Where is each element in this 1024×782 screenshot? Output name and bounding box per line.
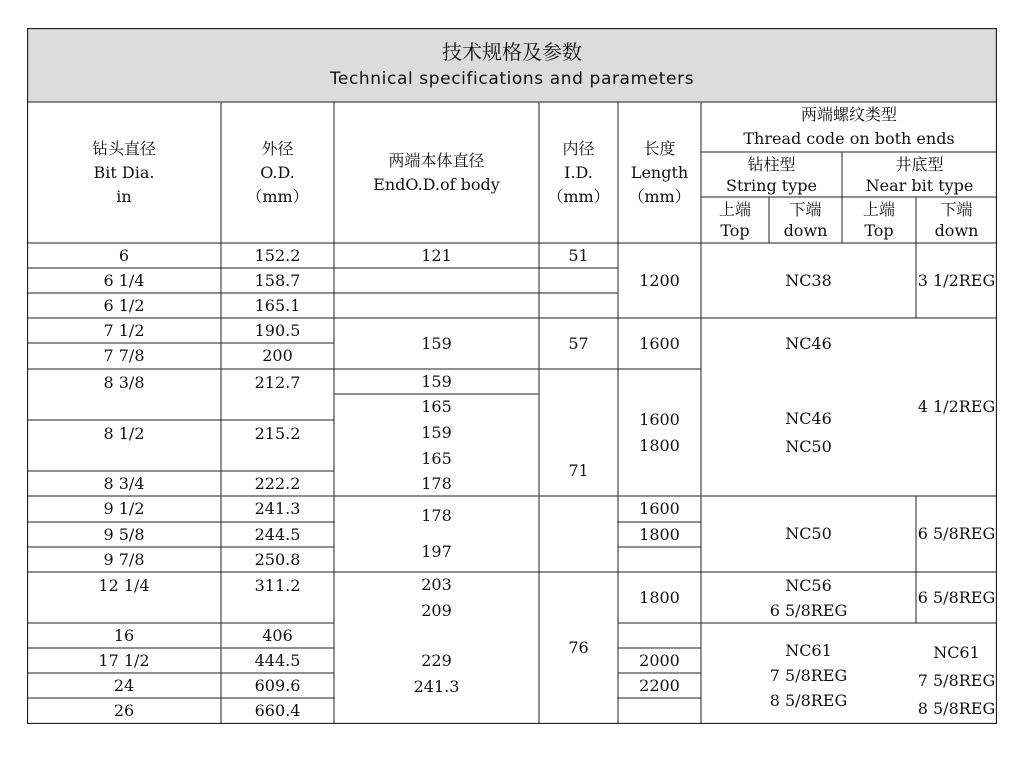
bit-dia-cell: 12 1/4: [98, 576, 150, 595]
od-cell: 158.7: [254, 270, 301, 290]
id-cell: 51: [568, 245, 589, 265]
header-thread-code: 两端螺纹类型 Thread code on both ends: [743, 105, 955, 148]
string-thread-cell: NC56 6 5/8REG: [769, 575, 848, 620]
title-chinese: 技术规格及参数: [442, 40, 582, 64]
spec-table: [27, 28, 997, 724]
bit-dia-cell: 8 3/8: [103, 373, 145, 392]
bit-dia-cell: 6 1/2: [103, 295, 145, 315]
end-od-cell: 178 197: [421, 506, 452, 561]
bit-dia-cell: 16: [113, 625, 135, 645]
bit-dia-cell: 9 5/8: [103, 524, 145, 544]
length-cell: 2200: [639, 675, 680, 695]
bit-dia-cell: 26: [113, 701, 135, 720]
header-end-od: 两端本体直径 EndO.D.of body: [373, 150, 500, 194]
length-cell: 1800: [639, 587, 680, 607]
bit-dia-cell: 17 1/2: [98, 650, 150, 670]
od-cell: 250.8: [254, 549, 301, 569]
od-cell: 190.5: [254, 320, 301, 340]
near-bit-thread-cell: 6 5/8REG: [917, 524, 996, 543]
length-cell: 2000: [639, 650, 680, 670]
length-cell: 1600: [639, 499, 680, 518]
bit-dia-cell: 6: [118, 245, 130, 265]
near-bit-thread-cell: 4 1/2REG: [917, 397, 996, 416]
bit-dia-cell: 6 1/4: [103, 270, 145, 290]
od-cell: 311.2: [254, 576, 301, 595]
bit-dia-cell: 7 1/2: [103, 320, 145, 340]
string-thread-cell: NC50: [785, 524, 832, 543]
header-near-bit-down: 下端 down: [934, 200, 979, 240]
length-cell: 1600: [639, 333, 680, 353]
od-cell: 152.2: [254, 245, 301, 265]
end-od-cell: 165: [421, 397, 452, 416]
od-cell: 406: [262, 625, 293, 645]
id-cell: 76: [568, 638, 589, 657]
header-string-top: 上端 Top: [718, 200, 751, 240]
string-thread-cell: NC46 NC50: [785, 408, 832, 456]
near-bit-thread-cell: 6 5/8REG: [917, 587, 996, 607]
od-cell: 244.5: [254, 524, 301, 544]
end-od-cell: 229 241.3: [413, 650, 460, 696]
end-od-cell: 203 209: [421, 574, 452, 620]
id-cell: 57: [568, 333, 589, 353]
od-cell: 660.4: [254, 701, 301, 720]
od-cell: 200: [262, 346, 293, 365]
end-od-cell: 159: [421, 371, 452, 391]
bit-dia-cell: 8 3/4: [103, 473, 145, 493]
bit-dia-cell: 24: [113, 675, 135, 695]
length-cell: 1800: [639, 524, 680, 544]
od-cell: 215.2: [254, 424, 301, 443]
end-od-cell: 159 165: [421, 422, 452, 468]
string-thread-cell: NC61 7 5/8REG 8 5/8REG: [769, 641, 848, 710]
string-thread-cell: NC38: [785, 270, 832, 290]
string-thread-cell: NC46: [785, 333, 832, 353]
od-cell: 212.7: [254, 373, 301, 392]
od-cell: 609.6: [254, 675, 301, 695]
header-near-bit-top: 上端 Top: [862, 200, 895, 240]
header-string-down: 下端 down: [783, 200, 828, 240]
bit-dia-cell: 7 7/8: [103, 346, 145, 365]
near-bit-thread-cell: NC61 7 5/8REG 8 5/8REG: [917, 643, 996, 718]
od-cell: 444.5: [254, 650, 301, 670]
header-bit-dia: 钻头直径 Bit Dia. in: [91, 138, 156, 206]
header-near-bit-type: 井底型 Near bit type: [865, 154, 974, 195]
header-length: 长度 Length （mm）: [628, 138, 691, 206]
od-cell: 165.1: [254, 295, 301, 315]
od-cell: 241.3: [254, 499, 301, 518]
bit-dia-cell: 9 1/2: [103, 499, 145, 518]
id-cell: 71: [568, 460, 589, 480]
end-od-cell: 121: [421, 245, 452, 265]
end-od-cell: 178: [421, 473, 452, 493]
header-id: 内径 I.D. （mm）: [547, 138, 610, 206]
end-od-cell: 159: [421, 333, 452, 353]
length-cell: 1600 1800: [639, 409, 680, 455]
title-english: Technical specifications and parameters: [329, 69, 695, 89]
header-od: 外径 O.D. （mm）: [246, 138, 309, 206]
header-string-type: 钻柱型 String type: [726, 154, 817, 195]
bit-dia-cell: 9 7/8: [103, 549, 145, 569]
od-cell: 222.2: [254, 473, 301, 493]
near-bit-thread-cell: 3 1/2REG: [917, 270, 996, 290]
bit-dia-cell: 8 1/2: [103, 424, 145, 443]
table-title: [27, 28, 997, 102]
length-cell: 1200: [639, 270, 680, 290]
